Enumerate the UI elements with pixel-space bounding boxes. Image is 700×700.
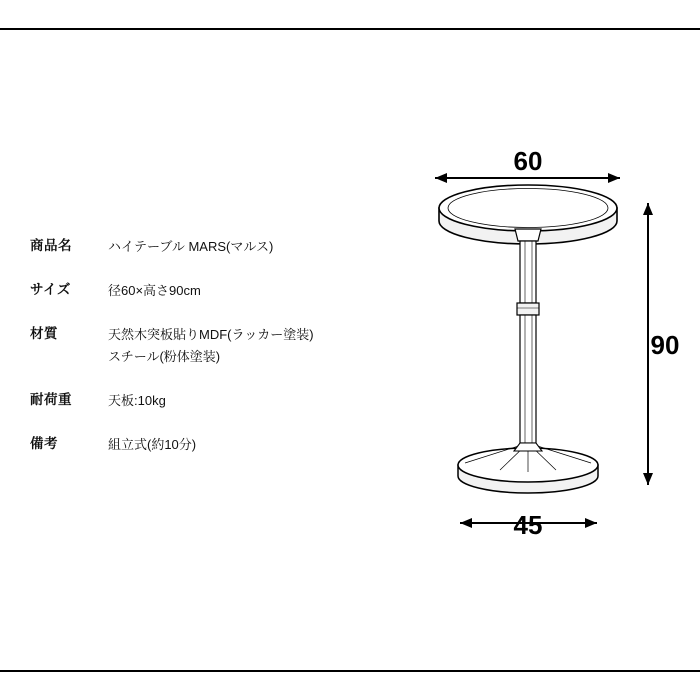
spec-label-load-capacity: 耐荷重: [30, 392, 72, 407]
spec-value-line: ハイテーブル MARS(マルス): [108, 239, 274, 254]
spec-value-line: 天然木突板貼りMDF(ラッカー塗装): [108, 327, 314, 342]
spec-value-line: 径60×高さ90cm: [108, 283, 201, 298]
top-rule: [0, 28, 700, 30]
spec-label-material: 材質: [30, 326, 58, 341]
bottom-rule: [0, 670, 700, 672]
table-column: [515, 229, 541, 443]
dimension-label-base-diameter: 45: [513, 510, 543, 540]
spec-value-line: スチール(粉体塗装): [108, 349, 221, 364]
spec-row: [30, 390, 370, 412]
spec-label-product-name: 商品名: [30, 238, 72, 253]
spec-row: [30, 236, 370, 258]
spec-value-remarks: [108, 434, 370, 456]
spec-table: [30, 236, 370, 478]
spec-label-remarks: 備考: [30, 436, 58, 451]
spec-label-size: サイズ: [30, 282, 71, 297]
spec-row: [30, 280, 370, 302]
spec-value-material: [108, 324, 370, 368]
dimension-label-top-diameter: 60: [513, 146, 543, 176]
table-dimension-drawing: [395, 145, 680, 565]
spec-value-size: [108, 280, 370, 302]
table-base: [458, 443, 598, 493]
spec-value-product-name: [108, 236, 370, 258]
dimension-label-height: 90: [650, 330, 680, 360]
spec-value-line: 組立式(約10分): [108, 437, 197, 452]
spec-value-line: 天板:10kg: [108, 393, 166, 408]
spec-row: [30, 324, 370, 368]
spec-row: [30, 434, 370, 456]
spec-value-load-capacity: [108, 390, 370, 412]
